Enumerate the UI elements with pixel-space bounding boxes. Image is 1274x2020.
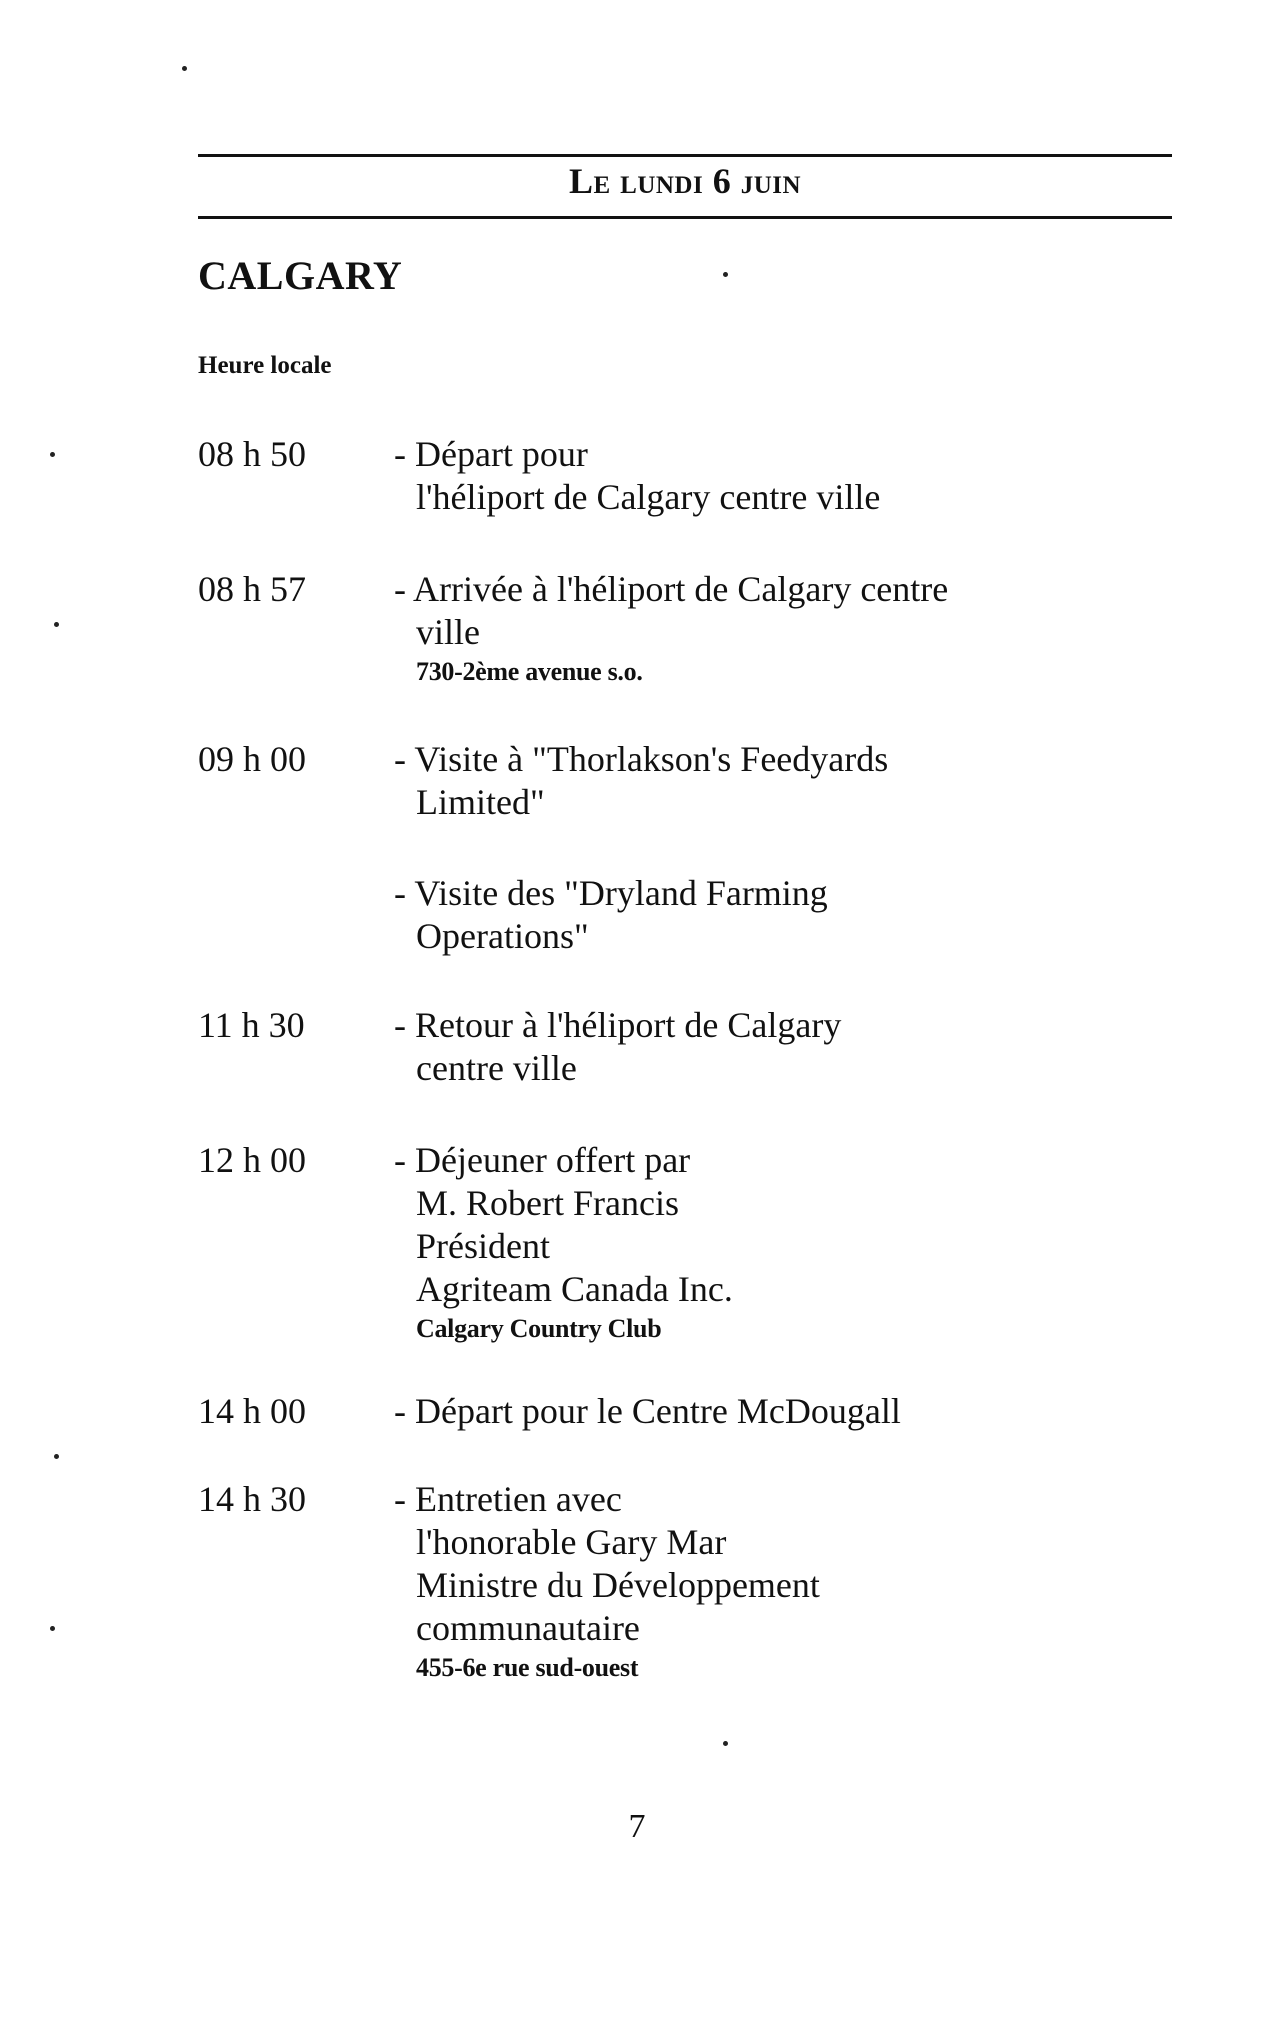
entry-description bbox=[394, 433, 1176, 519]
page-number: 7 bbox=[628, 1808, 646, 1845]
scan-speck bbox=[54, 622, 59, 627]
entry-line: - Entretien avec bbox=[394, 1479, 622, 1519]
entry-line: - Visite des "Dryland Farming bbox=[394, 873, 828, 913]
scan-speck bbox=[50, 1626, 55, 1631]
entry-time: 14 h 00 bbox=[198, 1391, 306, 1431]
entry-line: - Arrivée à l'héliport de Calgary centre bbox=[394, 569, 949, 609]
scan-speck bbox=[54, 1454, 59, 1459]
entry-description bbox=[394, 568, 1176, 690]
entry-line: Limited" bbox=[416, 782, 545, 822]
entry-time: 08 h 57 bbox=[198, 569, 306, 609]
entry-line: M. Robert Francis bbox=[416, 1183, 679, 1223]
entry-line: Président bbox=[416, 1226, 550, 1266]
time-zone-label: Heure locale bbox=[198, 352, 332, 379]
entry-line: centre ville bbox=[416, 1048, 577, 1088]
entry-line: l'honorable Gary Mar bbox=[416, 1522, 727, 1562]
entry-time: 11 h 30 bbox=[198, 1005, 305, 1045]
header-rule-bottom bbox=[198, 216, 1172, 219]
city-heading: CALGARY bbox=[198, 253, 403, 298]
entry-address: 455-6e rue sud-ouest bbox=[416, 1653, 639, 1682]
scan-speck bbox=[723, 1741, 728, 1746]
entry-address: 730-2ème avenue s.o. bbox=[416, 657, 643, 686]
scan-speck bbox=[50, 452, 55, 457]
entry-description bbox=[394, 872, 1176, 958]
scan-speck bbox=[723, 272, 728, 277]
entry-description bbox=[394, 1390, 1176, 1433]
entry-line: l'héliport de Calgary centre ville bbox=[416, 477, 881, 517]
entry-line: Operations" bbox=[416, 916, 589, 956]
day-title: Le lundi 6 juin bbox=[568, 161, 802, 201]
entry-line: - Départ pour bbox=[394, 434, 588, 474]
scan-speck bbox=[182, 66, 187, 71]
entry-line: Agriteam Canada Inc. bbox=[416, 1269, 733, 1309]
entry-line: communautaire bbox=[416, 1608, 640, 1648]
entry-line: - Retour à l'héliport de Calgary bbox=[394, 1005, 842, 1045]
entry-line: - Déjeuner offert par bbox=[394, 1140, 691, 1180]
header-rule-top bbox=[198, 154, 1172, 157]
entry-address: Calgary Country Club bbox=[416, 1314, 662, 1343]
entry-description bbox=[394, 1139, 1176, 1347]
entry-time: 14 h 30 bbox=[198, 1479, 306, 1519]
entry-line: Ministre du Développement bbox=[416, 1565, 820, 1605]
entry-time: 08 h 50 bbox=[198, 434, 306, 474]
entry-description bbox=[394, 1478, 1176, 1686]
entry-line: ville bbox=[416, 612, 480, 652]
entry-time: 09 h 00 bbox=[198, 739, 306, 779]
entry-line: - Départ pour le Centre McDougall bbox=[394, 1391, 901, 1431]
entry-line: - Visite à "Thorlakson's Feedyards bbox=[394, 739, 889, 779]
entry-description bbox=[394, 738, 1176, 824]
entry-description bbox=[394, 1004, 1176, 1090]
entry-time: 12 h 00 bbox=[198, 1140, 306, 1180]
